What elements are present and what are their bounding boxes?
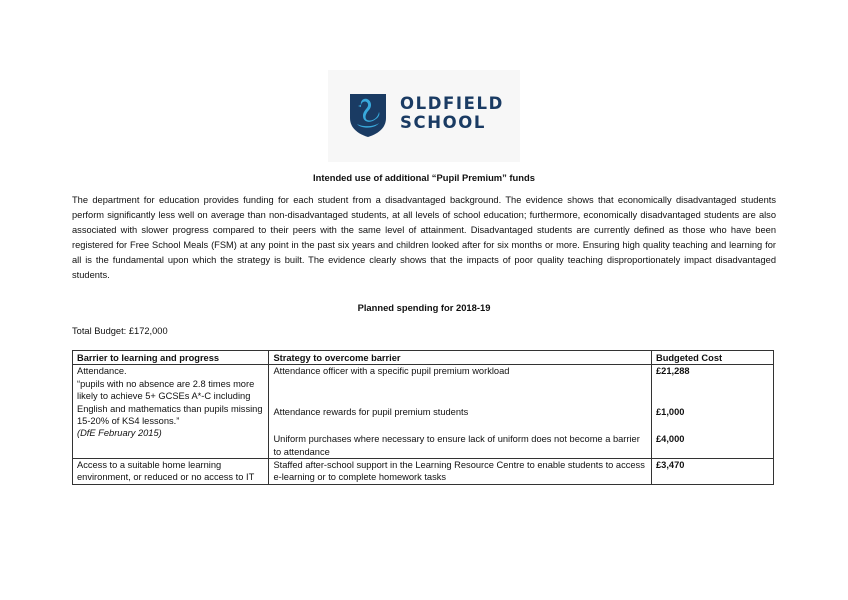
header-cost: Budgeted Cost [651,351,773,365]
barrier-source: (DfE February 2015) [77,428,162,439]
intro-paragraph: The department for education provides funding for each student from a disadvantaged background. The evidence shows that economically disadvantaged students perform significantly less well on average than non-disadvantaged students, at all levels of school education; furthermore, economically disadvantaged students are also associated with slower progress compared to their peers with the same level of attainment. Disadvantaged students are currently defined as those who have been registered for Free School Meals (FSM) at any point in the past six years and children looked after for six months or more. Ensuring high quality teaching and learning for all is the fundamental upon which the strategy is built. The evidence clearly shows that the impacts of poor quality teaching disproportionately impact disadvantaged students. [72,195,776,280]
strategy-item: Attendance rewards for pupil premium students [273,406,469,417]
header-barrier: Barrier to learning and progress [73,351,269,365]
strategy-item: Uniform purchases where necessary to ensure lack of uniform does not become a barrier to attendance [273,434,640,457]
header-strategy: Strategy to overcome barrier [269,351,652,365]
cost-value: £3,470 [655,460,685,471]
school-logo [328,70,520,162]
cost-cell [651,365,773,459]
planned-spending-heading: Planned spending for 2018-19 [357,302,491,313]
strategy-cell [269,459,652,485]
spending-table [72,350,774,485]
cost-value: £1,000 [655,406,685,417]
table-row [73,365,774,459]
document-heading: Intended use of additional “Pupil Premium” funds [313,172,535,183]
strategy-cell [269,365,652,459]
cost-value: £4,000 [655,434,685,445]
total-budget: Total Budget: £172,000 [72,326,168,336]
barrier-title: Attendance. [77,366,127,377]
cost-value: £21,288 [655,366,690,377]
barrier-title: Access to a suitable home learning environment, or reduced or no access to IT [77,460,255,483]
cost-cell [651,459,773,485]
school-name-line1: OLDFIELD [400,94,504,113]
school-name-line2: SCHOOL [400,113,486,132]
school-name [400,94,504,132]
barrier-quote: “pupils with no absence are 2.8 times more likely to achieve 5+ GCSEs A*-C including English and mathematics than pupils missing 15-20% of KS4 lessons.” [77,378,263,427]
strategy-item: Staffed after-school support in the Learning Resource Centre to enable students to access e-learning or to complete homework tasks [273,460,645,483]
barrier-cell [73,365,269,459]
swan-crest-icon [348,92,388,138]
table-header-row [73,351,774,365]
table-row [73,459,774,485]
barrier-cell [73,459,269,485]
strategy-item: Attendance officer with a specific pupil premium workload [273,366,510,377]
